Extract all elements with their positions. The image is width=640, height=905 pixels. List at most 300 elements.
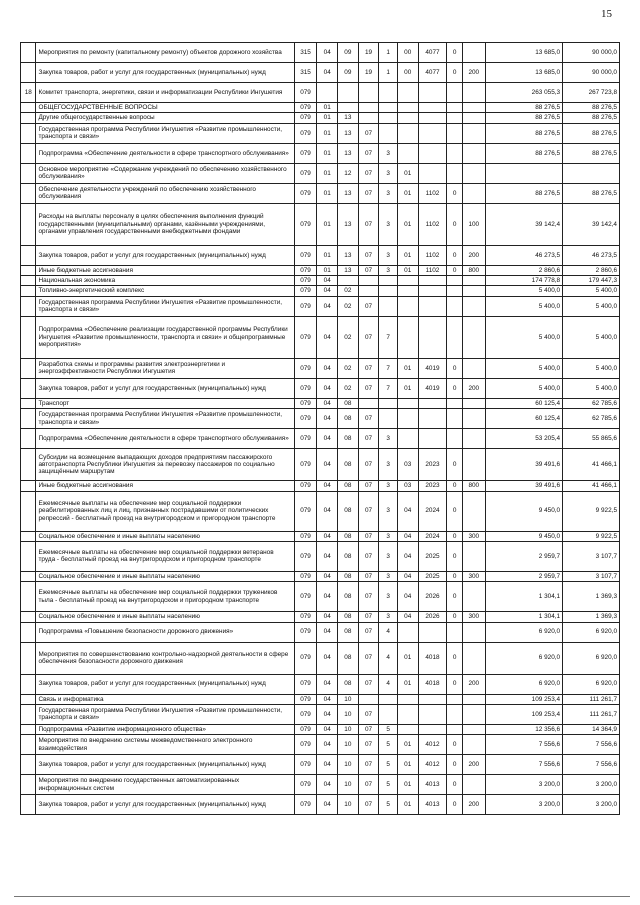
- amount-year-1: 53 205,4: [485, 429, 562, 449]
- amount-year-2: 41 466,1: [563, 481, 620, 491]
- table-row: [21, 409, 620, 429]
- subsection-code: 13: [338, 203, 359, 245]
- expense-type-code: 200: [462, 63, 485, 83]
- row-name: Национальная экономика: [36, 276, 294, 286]
- amount-year-2: 267 723,8: [563, 83, 620, 103]
- section-code: 04: [317, 378, 338, 398]
- expense-type-code: 200: [462, 245, 485, 265]
- subprogram-code: 5: [379, 775, 398, 795]
- expense-type-code: [462, 113, 485, 123]
- table-row: [21, 296, 620, 316]
- admin-code: 315: [294, 43, 317, 63]
- section-code: 01: [317, 103, 338, 113]
- subprogram-code: [379, 398, 398, 408]
- direction-suffix: 0: [447, 735, 462, 755]
- expense-type-code: 200: [462, 755, 485, 775]
- admin-code: 315: [294, 63, 317, 83]
- amount-year-1: 5 400,0: [485, 286, 562, 296]
- amount-year-1: 3 200,0: [485, 775, 562, 795]
- program-code: 07: [358, 735, 379, 755]
- measure-code: 04: [397, 612, 418, 622]
- subprogram-code: 4: [379, 642, 398, 674]
- subsection-code: 08: [338, 612, 359, 622]
- section-code: 04: [317, 429, 338, 449]
- measure-code: 01: [397, 378, 418, 398]
- section-code: 04: [317, 541, 338, 571]
- row-number: [21, 449, 36, 481]
- row-number: [21, 755, 36, 775]
- row-name: Государственная программа Республики Ингушетия «Развитие промышленности, транспорта и связи»: [36, 409, 294, 429]
- table-row: [21, 622, 620, 642]
- row-number: [21, 429, 36, 449]
- direction-code: 2024: [418, 531, 447, 541]
- section-code: 04: [317, 63, 338, 83]
- amount-year-2: 9 922,5: [563, 531, 620, 541]
- row-number: [21, 245, 36, 265]
- amount-year-2: 1 369,3: [563, 612, 620, 622]
- amount-year-1: 12 356,6: [485, 724, 562, 734]
- measure-code: [397, 286, 418, 296]
- expense-type-code: 300: [462, 612, 485, 622]
- amount-year-2: 3 200,0: [563, 795, 620, 815]
- row-number: [21, 316, 36, 358]
- amount-year-1: 13 685,0: [485, 63, 562, 83]
- subsection-code: 10: [338, 694, 359, 704]
- expense-type-code: [462, 491, 485, 531]
- program-code: 07: [358, 409, 379, 429]
- direction-code: [418, 143, 447, 163]
- section-code: 04: [317, 481, 338, 491]
- row-number: [21, 622, 36, 642]
- row-number: 18: [21, 83, 36, 103]
- program-code: 07: [358, 429, 379, 449]
- subsection-code: 10: [338, 704, 359, 724]
- direction-code: [418, 704, 447, 724]
- direction-suffix: 0: [447, 642, 462, 674]
- amount-year-1: 109 253,4: [485, 694, 562, 704]
- table-row: [21, 163, 620, 183]
- direction-code: 4019: [418, 358, 447, 378]
- direction-suffix: 0: [447, 43, 462, 63]
- expense-type-code: [462, 775, 485, 795]
- row-name: ОБЩЕГОСУДАРСТВЕННЫЕ ВОПРОСЫ: [36, 103, 294, 113]
- direction-suffix: [447, 316, 462, 358]
- admin-code: 079: [294, 276, 317, 286]
- subprogram-code: 3: [379, 245, 398, 265]
- amount-year-1: 7 556,6: [485, 735, 562, 755]
- program-code: 07: [358, 245, 379, 265]
- measure-code: 01: [397, 735, 418, 755]
- row-number: [21, 103, 36, 113]
- amount-year-2: 55 865,6: [563, 429, 620, 449]
- direction-code: 4012: [418, 735, 447, 755]
- admin-code: 079: [294, 724, 317, 734]
- program-code: 07: [358, 449, 379, 481]
- direction-code: 4018: [418, 674, 447, 694]
- subprogram-code: 3: [379, 541, 398, 571]
- amount-year-1: 109 253,4: [485, 704, 562, 724]
- admin-code: 079: [294, 531, 317, 541]
- expense-type-code: [462, 449, 485, 481]
- subprogram-code: 3: [379, 491, 398, 531]
- table-row: [21, 43, 620, 63]
- expense-type-code: [462, 642, 485, 674]
- section-code: 04: [317, 398, 338, 408]
- measure-code: [397, 694, 418, 704]
- direction-code: 2024: [418, 491, 447, 531]
- direction-code: [418, 113, 447, 123]
- direction-code: 2023: [418, 481, 447, 491]
- direction-code: 2025: [418, 571, 447, 581]
- measure-code: 04: [397, 531, 418, 541]
- amount-year-2: 88 276,5: [563, 143, 620, 163]
- amount-year-1: 5 400,0: [485, 378, 562, 398]
- direction-code: 2026: [418, 612, 447, 622]
- table-row: [21, 612, 620, 622]
- table-row: [21, 571, 620, 581]
- program-code: 07: [358, 612, 379, 622]
- amount-year-1: 6 920,0: [485, 642, 562, 674]
- amount-year-1: 39 491,6: [485, 481, 562, 491]
- subprogram-code: 3: [379, 481, 398, 491]
- expense-type-code: [462, 286, 485, 296]
- direction-suffix: [447, 276, 462, 286]
- admin-code: 079: [294, 622, 317, 642]
- subprogram-code: 3: [379, 571, 398, 581]
- admin-code: 079: [294, 143, 317, 163]
- row-name: Подпрограмма «Повышение безопасности дорожного движения»: [36, 622, 294, 642]
- row-number: [21, 163, 36, 183]
- direction-code: 2023: [418, 449, 447, 481]
- table-row: [21, 276, 620, 286]
- subprogram-code: 3: [379, 612, 398, 622]
- section-code: 04: [317, 612, 338, 622]
- section-code: 04: [317, 704, 338, 724]
- amount-year-2: 1 369,3: [563, 582, 620, 612]
- direction-code: [418, 429, 447, 449]
- subprogram-code: [379, 83, 398, 103]
- program-code: [358, 694, 379, 704]
- admin-code: 079: [294, 203, 317, 245]
- direction-code: 1102: [418, 203, 447, 245]
- subsection-code: 08: [338, 674, 359, 694]
- subsection-code: 10: [338, 775, 359, 795]
- subsection-code: 10: [338, 735, 359, 755]
- program-code: 07: [358, 265, 379, 275]
- amount-year-1: 2 860,6: [485, 265, 562, 275]
- section-code: 04: [317, 316, 338, 358]
- direction-code: 4013: [418, 795, 447, 815]
- amount-year-2: 9 922,5: [563, 491, 620, 531]
- amount-year-1: 1 304,1: [485, 612, 562, 622]
- subsection-code: 08: [338, 582, 359, 612]
- direction-code: [418, 123, 447, 143]
- measure-code: [397, 296, 418, 316]
- row-number: [21, 296, 36, 316]
- row-name: Социальное обеспечение и иные выплаты населению: [36, 571, 294, 581]
- admin-code: 079: [294, 103, 317, 113]
- subsection-code: 08: [338, 429, 359, 449]
- subsection-code: 13: [338, 143, 359, 163]
- program-code: 07: [358, 296, 379, 316]
- section-code: 04: [317, 775, 338, 795]
- subsection-code: 08: [338, 541, 359, 571]
- measure-code: 01: [397, 795, 418, 815]
- measure-code: [397, 622, 418, 642]
- program-code: [358, 398, 379, 408]
- subprogram-code: 3: [379, 449, 398, 481]
- table-row: [21, 286, 620, 296]
- measure-code: 03: [397, 449, 418, 481]
- subprogram-code: 3: [379, 582, 398, 612]
- row-number: [21, 735, 36, 755]
- row-name: Ежемесячные выплаты на обеспечение мер социальной поддержки ветеранов труда - бесплатный проезд на внутригородском и пригородном транспорте: [36, 541, 294, 571]
- row-number: [21, 286, 36, 296]
- expense-type-code: [462, 358, 485, 378]
- expense-type-code: [462, 429, 485, 449]
- direction-code: [418, 286, 447, 296]
- expense-type-code: [462, 409, 485, 429]
- direction-suffix: 0: [447, 203, 462, 245]
- amount-year-2: 7 556,6: [563, 755, 620, 775]
- subsection-code: [338, 103, 359, 113]
- table-row: [21, 378, 620, 398]
- amount-year-1: 88 276,5: [485, 143, 562, 163]
- direction-suffix: [447, 296, 462, 316]
- subsection-code: 02: [338, 296, 359, 316]
- amount-year-1: 7 556,6: [485, 755, 562, 775]
- measure-code: 01: [397, 183, 418, 203]
- direction-suffix: [447, 409, 462, 429]
- measure-code: [397, 83, 418, 103]
- admin-code: 079: [294, 83, 317, 103]
- row-number: [21, 63, 36, 83]
- measure-code: [397, 316, 418, 358]
- row-name: Иные бюджетные ассигнования: [36, 265, 294, 275]
- admin-code: 079: [294, 449, 317, 481]
- row-number: [21, 378, 36, 398]
- expense-type-code: [462, 183, 485, 203]
- admin-code: 079: [294, 704, 317, 724]
- direction-suffix: [447, 694, 462, 704]
- direction-code: [418, 276, 447, 286]
- subprogram-code: 3: [379, 203, 398, 245]
- direction-code: 4013: [418, 775, 447, 795]
- measure-code: 01: [397, 642, 418, 674]
- admin-code: 079: [294, 571, 317, 581]
- direction-suffix: 0: [447, 358, 462, 378]
- direction-suffix: 0: [447, 481, 462, 491]
- admin-code: 079: [294, 694, 317, 704]
- direction-code: 4012: [418, 755, 447, 775]
- amount-year-2: 88 276,5: [563, 183, 620, 203]
- measure-code: 01: [397, 358, 418, 378]
- expense-type-code: [462, 316, 485, 358]
- direction-suffix: [447, 113, 462, 123]
- row-name: Закупка товаров, работ и услуг для государственных (муниципальных) нужд: [36, 795, 294, 815]
- program-code: 07: [358, 378, 379, 398]
- amount-year-1: 88 276,5: [485, 183, 562, 203]
- admin-code: 079: [294, 316, 317, 358]
- direction-code: 2025: [418, 541, 447, 571]
- amount-year-1: 3 200,0: [485, 795, 562, 815]
- amount-year-2: 111 261,7: [563, 704, 620, 724]
- measure-code: [397, 704, 418, 724]
- expense-type-code: 300: [462, 571, 485, 581]
- table-row: [21, 143, 620, 163]
- direction-suffix: [447, 704, 462, 724]
- expense-type-code: 100: [462, 203, 485, 245]
- table-row: [21, 704, 620, 724]
- row-name: Закупка товаров, работ и услуг для государственных (муниципальных) нужд: [36, 245, 294, 265]
- admin-code: 079: [294, 123, 317, 143]
- row-number: [21, 531, 36, 541]
- subsection-code: 08: [338, 531, 359, 541]
- measure-code: 01: [397, 203, 418, 245]
- page-number: 15: [601, 8, 612, 20]
- subsection-code: 08: [338, 449, 359, 481]
- table-row: [21, 63, 620, 83]
- subprogram-code: [379, 286, 398, 296]
- amount-year-1: 9 450,0: [485, 531, 562, 541]
- measure-code: [397, 409, 418, 429]
- admin-code: 079: [294, 398, 317, 408]
- section-code: 01: [317, 265, 338, 275]
- amount-year-2: 62 785,6: [563, 398, 620, 408]
- row-name: Транспорт: [36, 398, 294, 408]
- table-row: [21, 123, 620, 143]
- subprogram-code: 5: [379, 724, 398, 734]
- program-code: 07: [358, 203, 379, 245]
- amount-year-2: 5 400,0: [563, 378, 620, 398]
- row-number: [21, 541, 36, 571]
- subsection-code: 02: [338, 316, 359, 358]
- expense-type-code: [462, 296, 485, 316]
- program-code: 07: [358, 571, 379, 581]
- section-code: 04: [317, 642, 338, 674]
- program-code: [358, 286, 379, 296]
- section-code: 04: [317, 622, 338, 642]
- table-row: [21, 531, 620, 541]
- expense-type-code: [462, 582, 485, 612]
- table-row: [21, 541, 620, 571]
- table-row: [21, 358, 620, 378]
- direction-suffix: 0: [447, 755, 462, 775]
- direction-suffix: 0: [447, 63, 462, 83]
- admin-code: 079: [294, 775, 317, 795]
- row-number: [21, 795, 36, 815]
- section-code: 01: [317, 245, 338, 265]
- table-row: [21, 316, 620, 358]
- amount-year-1: 6 920,0: [485, 622, 562, 642]
- expense-type-code: 200: [462, 674, 485, 694]
- amount-year-2: 3 200,0: [563, 775, 620, 795]
- program-code: 07: [358, 491, 379, 531]
- row-number: [21, 674, 36, 694]
- direction-suffix: 0: [447, 582, 462, 612]
- program-code: [358, 83, 379, 103]
- subsection-code: 13: [338, 123, 359, 143]
- program-code: 07: [358, 775, 379, 795]
- subprogram-code: 7: [379, 378, 398, 398]
- subsection-code: 08: [338, 491, 359, 531]
- admin-code: 079: [294, 795, 317, 815]
- subprogram-code: 5: [379, 735, 398, 755]
- section-code: 01: [317, 163, 338, 183]
- subprogram-code: 3: [379, 183, 398, 203]
- expense-type-code: 300: [462, 531, 485, 541]
- section-code: 04: [317, 449, 338, 481]
- direction-suffix: [447, 163, 462, 183]
- amount-year-1: 5 400,0: [485, 316, 562, 358]
- measure-code: 00: [397, 43, 418, 63]
- admin-code: 079: [294, 296, 317, 316]
- direction-code: 2026: [418, 582, 447, 612]
- measure-code: [397, 123, 418, 143]
- direction-code: [418, 83, 447, 103]
- direction-suffix: 0: [447, 491, 462, 531]
- admin-code: 079: [294, 642, 317, 674]
- measure-code: [397, 103, 418, 113]
- admin-code: 079: [294, 612, 317, 622]
- row-name: Подпрограмма «Обеспечение деятельности в сфере транспортного обслуживания»: [36, 429, 294, 449]
- program-code: 07: [358, 541, 379, 571]
- row-name: Государственная программа Республики Ингушетия «Развитие промышленности, транспорта и связи»: [36, 704, 294, 724]
- direction-code: 1102: [418, 245, 447, 265]
- direction-code: [418, 409, 447, 429]
- expense-type-code: [462, 43, 485, 63]
- amount-year-2: 62 785,6: [563, 409, 620, 429]
- row-number: [21, 203, 36, 245]
- table-row: [21, 775, 620, 795]
- table-row: [21, 795, 620, 815]
- direction-code: 1102: [418, 183, 447, 203]
- amount-year-2: 41 466,1: [563, 449, 620, 481]
- row-name: Основное мероприятие «Содержание учреждений по обеспечению хозяйственного обслуживания»: [36, 163, 294, 183]
- amount-year-2: 5 400,0: [563, 296, 620, 316]
- row-number: [21, 612, 36, 622]
- program-code: 07: [358, 163, 379, 183]
- amount-year-2: 6 920,0: [563, 622, 620, 642]
- table-row: [21, 83, 620, 103]
- table-row: [21, 481, 620, 491]
- section-code: 04: [317, 735, 338, 755]
- expense-type-code: 200: [462, 795, 485, 815]
- section-code: 04: [317, 582, 338, 612]
- row-name: Закупка товаров, работ и услуг для государственных (муниципальных) нужд: [36, 755, 294, 775]
- row-name: Иные бюджетные ассигнования: [36, 481, 294, 491]
- row-number: [21, 775, 36, 795]
- row-number: [21, 398, 36, 408]
- direction-suffix: [447, 103, 462, 113]
- subsection-code: 13: [338, 113, 359, 123]
- subsection-code: 09: [338, 43, 359, 63]
- admin-code: 079: [294, 429, 317, 449]
- row-name: Государственная программа Республики Ингушетия «Развитие промышленности, транспорта и связи»: [36, 296, 294, 316]
- measure-code: 01: [397, 674, 418, 694]
- subsection-code: 12: [338, 163, 359, 183]
- measure-code: 00: [397, 63, 418, 83]
- direction-suffix: 0: [447, 674, 462, 694]
- subsection-code: [338, 276, 359, 286]
- subsection-code: 13: [338, 245, 359, 265]
- admin-code: 079: [294, 674, 317, 694]
- row-number: [21, 276, 36, 286]
- row-name: Ежемесячные выплаты на обеспечение мер социальной поддержки реабилитированных лиц и лиц, признанных пострадавшими от политических репрессий - бесплатный проезд на внутригородском и пригородном транспорте: [36, 491, 294, 531]
- section-code: 04: [317, 296, 338, 316]
- program-code: 07: [358, 724, 379, 734]
- subsection-code: [338, 83, 359, 103]
